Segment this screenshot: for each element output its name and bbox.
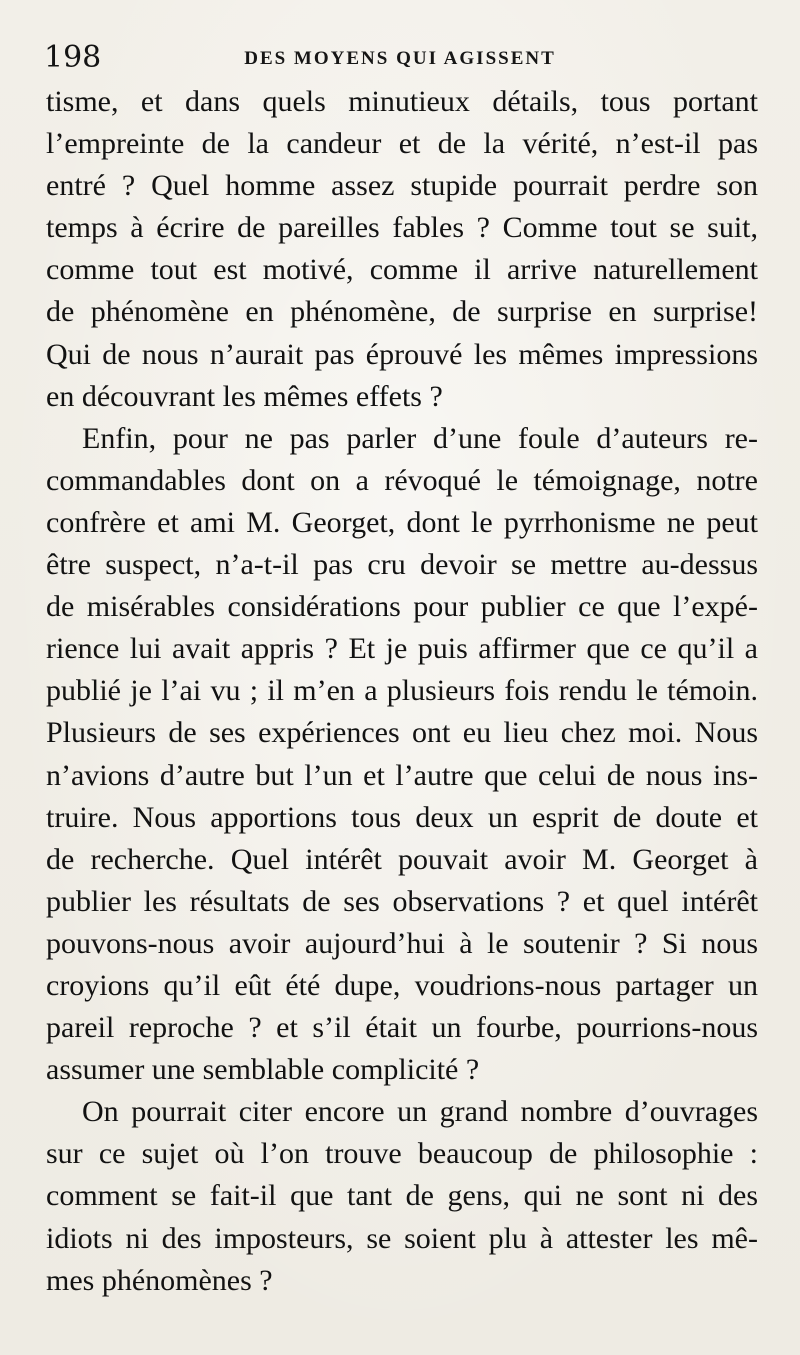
text-line: en découvrant les mêmes effets ?: [46, 379, 443, 413]
body-text: [46, 81, 758, 1302]
text-line: assumer une semblable complicité ?: [46, 1053, 480, 1087]
text-line: Plusieurs de ses expériences ont eu lieu chez moi. Nous: [46, 716, 758, 750]
text-line: publié je l’ai vu ; il m’en a plusieurs fois rendu le témoin.: [46, 674, 758, 708]
text-line: de misérables considérations pour publier ce que l’expé-: [46, 590, 758, 624]
text-line: être suspect, n’a-t-il pas cru devoir se mettre au-dessus: [46, 548, 758, 582]
text-line: commandables dont on a révoqué le témoignage, notre: [46, 463, 758, 497]
page-number: 198: [44, 40, 102, 75]
text-line: temps à écrire de pareilles fables ? Comme tout se suit,: [46, 211, 758, 245]
text-line: Qui de nous n’aurait pas éprouvé les mêmes impressions: [46, 337, 758, 371]
text-line: pareil reproche ? et s’il était un fourbe, pourrions-nous: [46, 1011, 758, 1045]
text-line: tisme, et dans quels minutieux détails, tous portant: [46, 85, 758, 118]
text-line: On pourrait citer encore un grand nombre d’ouvrages: [82, 1095, 758, 1129]
text-line: l’empreinte de la candeur et de la vérité, n’est-il pas: [46, 127, 758, 161]
text-line: comme tout est motivé, comme il arrive naturellement: [46, 253, 758, 287]
text-line: de recherche. Quel intérêt pouvait avoir M. Georget à: [46, 842, 758, 876]
paragraph-1: [46, 81, 758, 418]
text-line: publier les résultats de ses observations ? et quel intérêt: [46, 884, 758, 918]
text-line: pouvons-nous avoir aujourd’hui à le soutenir ? Si nous: [46, 926, 758, 960]
text-line: comment se fait-il que tant de gens, qui ne sont ni des: [46, 1179, 758, 1213]
text-line: Enfin, pour ne pas parler d’une foule d’auteurs re-: [82, 421, 758, 455]
text-line: rience lui avait appris ? Et je puis affirmer que ce qu’il a: [46, 632, 758, 666]
text-line: sur ce sujet où l’on trouve beaucoup de philosophie :: [46, 1137, 758, 1171]
text-line: confrère et ami M. Georget, dont le pyrrhonisme ne peut: [46, 505, 758, 539]
text-line: entré ? Quel homme assez stupide pourrait perdre son: [46, 169, 758, 203]
text-line: mes phénomènes ?: [46, 1263, 273, 1297]
running-head: DES MOYENS QUI AGISSENT: [244, 48, 556, 69]
text-line: de phénomène en phénomène, de surprise en surprise!: [46, 295, 758, 329]
paragraph-3: [46, 1091, 758, 1301]
text-line: idiots ni des imposteurs, se soient plu à attester les mê-: [46, 1221, 758, 1255]
text-line: n’avions d’autre but l’un et l’autre que celui de nous ins-: [46, 758, 758, 792]
page-header: [44, 36, 756, 86]
text-line: croyions qu’il eût été dupe, voudrions-nous partager un: [46, 968, 758, 1002]
paragraph-2: [46, 418, 758, 1092]
text-line: truire. Nous apportions tous deux un esprit de doute et: [46, 800, 758, 834]
